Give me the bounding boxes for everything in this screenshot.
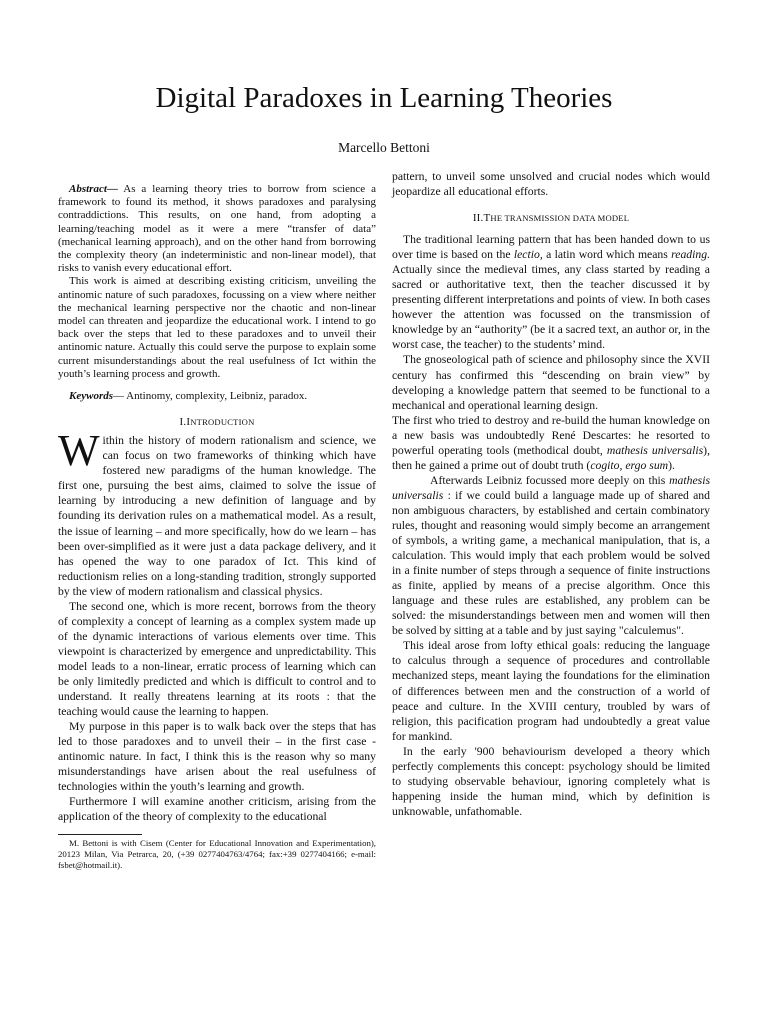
section2-paragraph-4: [392, 473, 710, 639]
text-run: a latin word which means: [542, 248, 672, 262]
intro-paragraph-2: The second one, which is more recent, borrows from the theory of complexity a concept of learning as a complex system made up of the dynamic interactions of various elements over time. This viewpoint is characterized by emergence and unpredictability. This model leads to a non-linear, erratic process of learning which can be only limitedly predicted and which is difficult to control and to understand. It really threatens learning at its roots : that the teaching would cause the learning to happen.: [58, 599, 376, 719]
footnote-rule: [58, 834, 142, 835]
section-heading-introduction: [58, 415, 376, 429]
section-heading-transmission: [392, 211, 710, 225]
right-column: [392, 169, 710, 819]
keywords: [58, 390, 376, 403]
section2-paragraph-1: [392, 232, 710, 352]
paper-title: Digital Paradoxes in Learning Theories: [155, 82, 613, 114]
continued-paragraph: pattern, to unveil some unsolved and crucial nodes which would jeopardize all educational efforts.: [392, 170, 710, 199]
abstract-text: As a learning theory tries to borrow from science a framework to found its method, it shows paradoxes and paralysing contraddictions. This results, on one hand, from adopting a learning/teaching model as it were a mere “transfer of data” (mechanical learning approach), and on the other hand from borrowing the complexity theory (an indeterministic and non-linear model), that risks to vanish every educational effort.: [58, 183, 376, 275]
text-run: ).: [668, 458, 675, 472]
section-number: I.: [179, 416, 187, 429]
drop-cap: W: [58, 426, 100, 476]
italic-term: lectio,: [513, 248, 543, 262]
heading-rest: NTRODUCTION: [190, 417, 255, 428]
italic-term: reading.: [671, 248, 710, 262]
abstract-paragraph-2: This work is aimed at describing existing criticism, unveiling the antinomic nature of such paradoxes, focussing on a view where neither the mechanical learning perspective nor the chaotic and non-linear model can threaten and jeopardize the educational work. I intend to go back over the steps that led to these paradoxes and to unveil their antinomic nature. Actually this could serve the purpose to explain some current misunderstandings about the real usefulness of Ict within the youth’s learning process and growth.: [58, 275, 376, 380]
text-run: The first who tried to destroy and re-build the human knowledge on a new basis was undoubtedly René Descartes: he resorted to powerful operating tools (methodical doubt,: [392, 413, 710, 457]
text-run: The traditional learning pattern that has been handed down to us over time is based on the: [392, 233, 710, 262]
intro-paragraph-3: My purpose in this paper is to walk back over the steps that has led to those paradoxes and to unveil their – in the first case - antinomic nature. In fact, I think this is the reason why so many misunderstandings have arisen about the real usefulness of technologies within the youth’s learning and growth.: [58, 720, 376, 794]
intro-paragraph-1-text: ithin the history of modern rationalism and science, we can focus on two frameworks of thinking which have fostered new paradigms of the human knowledge. The first one, pursuing the best aims, claimed to solve the issue of learning by introducing a new definition of language and by founding its derivation rules on a mathematical model. As a result, the issue of learning – and more specifically, how do we learn – has been over-simplified as it were just a data package delivery, and it has opened the way to one paradox of Ict. This kind of reductionism relies on a long-standing tradition, strongly supported by the view of modern rationalism and classical physics.: [58, 434, 376, 598]
italic-term: cogito, ergo sum: [590, 458, 669, 472]
abstract-paragraph: [58, 183, 376, 275]
heading-initial: I: [186, 416, 191, 429]
text-run: Actually since the medieval times, any class started by reading a sacred or authoritative text, then the teacher discussed it by presenting different interpretations and points of view. In both cases however the attention was focussed on the transmission of knowledge by an “authority” (be it a sacred text, an author or, in the worst case, the teacher) to the students’ mind.: [392, 263, 710, 352]
heading-initial: T: [483, 212, 491, 225]
section2-paragraph-6: In the early '900 behaviourism developed a theory which perfectly complements this concept: psychology should be limited to studying observable behaviour, ignoring completely what is happening inside the human mind, which by definition is unknowable, unfathomable.: [392, 744, 710, 818]
intro-paragraph-4: Furthermore I will examine another criticism, arising from the application of the theory of complexity to the educational: [58, 795, 376, 824]
italic-term: mathesis universalis: [392, 473, 710, 502]
heading-rest: HE TRANSMISSION DATA MODEL: [490, 213, 630, 224]
abstract-label: Abstract—: [69, 183, 118, 195]
footnote: M. Bettoni is with Cisem (Center for Educational Innovation and Experimentation), 20123 Milan, Via Petrarca, 20, (+39 0277404763/4764; fax:+39 0277404166; e-mail: fsbet@hotmail.it).: [58, 838, 376, 871]
text-run: : if we could build a language made up of shared and non ambiguous characters, by established and certain combinatory rules, thought and reasoning would simply become an arrangement of symbols, a writing game, a mechanical manipulation, that is, a calculation. This would imply that each problem would be solved in a finite number of steps through a sequence of finite instructions as finite, applied by means of a precise algorithm. Once this language and these rules are established, any problem can be solved: the misunderstandings between men and women will then be solved by sitting at a table and by just saying "calculemus".: [392, 488, 710, 638]
keywords-text: — Antinomy, complexity, Leibniz, paradox.: [113, 390, 308, 403]
text-run: ), then he gained a prime out of doubt truth (: [392, 443, 710, 472]
text-run: Afterwards Leibniz focussed more deeply on this: [430, 473, 670, 487]
section-number: II.: [472, 212, 484, 225]
section2-paragraph-3: [392, 413, 710, 473]
section2-paragraph-2: The gnoseological path of science and philosophy since the XVII century has confirmed this “descending on brain view” by developing a knowledge pattern that seemed to be functional to a mechanical and operational learning design.: [392, 353, 710, 412]
section2-paragraph-5: This ideal arose from lofty ethical goals: reducing the language to calculus through a sequence of procedures and controllable mechanized steps, meant laying the foundations for the elimination of differences between men and the construction of a world of peace and culture. In the XVIII century, troubled by wars of religion, this pacification program had undoubtedly a great value for mankind.: [392, 639, 710, 743]
intro-paragraph-1: [58, 426, 376, 599]
keywords-label: Keywords: [69, 390, 113, 403]
author-name: Marcello Bettoni: [338, 140, 430, 155]
left-column: [58, 183, 376, 871]
italic-term: mathesis universalis: [606, 443, 704, 457]
